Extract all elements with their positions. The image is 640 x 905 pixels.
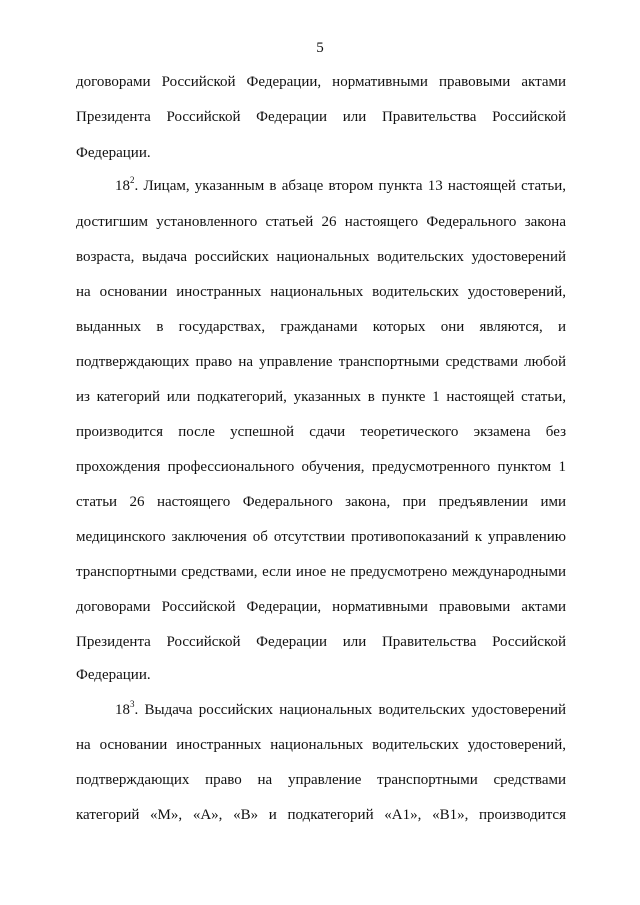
text-line: категорий «М», «А», «В» и подкатегорий «А1», «В1», производится: [76, 807, 566, 823]
text-line: из категорий или подкатегорий, указанных в пункте 1 настоящей статьи,: [76, 389, 566, 405]
page-number: 5: [316, 40, 324, 56]
text-line: договорами Российской Федерации, нормативными правовыми актами: [76, 599, 566, 615]
text-line: договорами Российской Федерации, нормативными правовыми актами: [76, 74, 566, 90]
text-line: Федерации.: [76, 667, 151, 683]
text-line: подтверждающих право на управление транспортными средствами любой: [76, 354, 566, 370]
paragraph-18-2-first-line: $18^2$. Лицам, указанным в абзаце втором пункта 13 настоящей статьи,: [115, 175, 567, 194]
text-line: Лицам, указанным в абзаце втором пункта 13 настоящей статьи,: [143, 178, 567, 194]
text-line: Выдача российских национальных водительских удостоверений: [144, 702, 566, 718]
paragraph-superscript: 3: [130, 699, 135, 709]
paragraph-18-3-first-line: $18^3$. Выдача российских национальных водительских удостоверений: [115, 699, 566, 718]
text-line: транспортными средствами, если иное не предусмотрено международными: [76, 564, 566, 580]
paragraph-superscript: 2: [130, 175, 135, 185]
text-line: возраста, выдача российских национальных водительских удостоверений: [76, 249, 566, 265]
text-line: выданных в государствах, гражданами которых они являются, и: [76, 319, 566, 335]
text-line: Президента Российской Федерации или Правительства Российской: [76, 634, 566, 650]
text-line: подтверждающих право на управление транспортными средствами: [76, 772, 566, 788]
text-line: производится после успешной сдачи теоретического экзамена без: [76, 424, 566, 440]
paragraph-number: 18: [115, 178, 130, 194]
text-line: Президента Российской Федерации или Правительства Российской: [76, 109, 566, 125]
paragraph-number: 18: [115, 702, 130, 718]
text-line: статьи 26 настоящего Федерального закона, при предъявлении ими: [76, 494, 566, 510]
text-line: медицинского заключения об отсутствии противопоказаний к управлению: [76, 529, 566, 545]
text-line: на основании иностранных национальных водительских удостоверений,: [76, 284, 566, 300]
text-line: достигшим установленного статьей 26 настоящего Федерального закона: [76, 214, 566, 230]
text-line: на основании иностранных национальных водительских удостоверений,: [76, 737, 566, 753]
text-line: прохождения профессионального обучения, предусмотренного пунктом 1: [76, 459, 566, 475]
text-line: Федерации.: [76, 145, 151, 161]
